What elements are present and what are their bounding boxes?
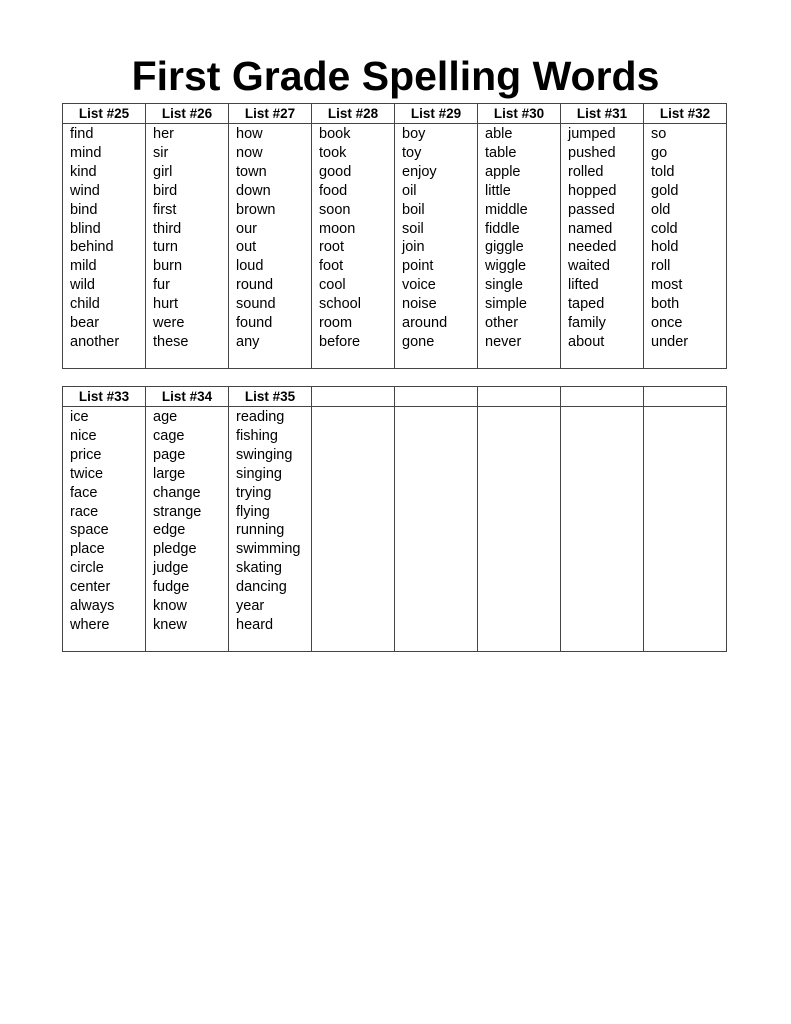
spelling-word: wind [70,182,100,199]
spelling-word: before [319,333,361,350]
spelling-word: loud [236,258,264,275]
list-header [561,387,644,407]
spelling-word: swinging [236,446,293,463]
spelling-word: reading [236,409,285,425]
list-column [395,124,478,369]
spelling-word: always [70,598,115,615]
spelling-word: edge [153,522,186,539]
spelling-word: third [153,220,182,237]
spelling-word: year [236,598,265,615]
spelling-word: swimming [236,541,301,558]
spelling-word: table [485,144,517,161]
spelling-word: race [70,503,99,520]
spelling-word: simple [485,296,527,313]
list-column [229,407,312,652]
list-header: List #31 [561,104,644,124]
spelling-word: cage [153,427,185,444]
spelling-word: hurt [153,296,178,313]
list-column [395,407,478,652]
spelling-word: pledge [153,541,197,558]
spelling-word: these [153,333,189,350]
spelling-word: flying [236,503,270,520]
spelling-word: root [319,239,344,256]
list-column [312,124,395,369]
spelling-word: fudge [153,579,190,596]
spelling-word: point [402,258,434,275]
spelling-word: named [568,220,613,237]
spelling-word: hold [651,239,679,256]
spelling-word: so [651,126,667,142]
spelling-word: strange [153,503,202,520]
spelling-table-2 [62,386,727,652]
list-header: List #30 [478,104,561,124]
spelling-word: fiddle [485,220,520,237]
list-header [395,387,478,407]
spelling-word: apple [485,163,521,180]
spelling-word: old [651,201,671,218]
list-column [146,124,229,369]
spelling-word: girl [153,163,173,180]
spelling-word: child [70,296,100,313]
list-header: List #25 [63,104,146,124]
spelling-word: ice [70,409,89,425]
spelling-word: found [236,315,273,332]
spelling-word: passed [568,201,615,218]
spelling-word: about [568,333,605,350]
spelling-word: cool [319,277,346,294]
spelling-word: needed [568,239,617,256]
list-header [478,387,561,407]
list-column [644,124,727,369]
spelling-word: page [153,446,186,463]
list-header [312,387,395,407]
spelling-word: took [319,144,347,161]
spelling-word: judge [153,560,189,577]
spelling-word: where [70,616,110,633]
spelling-word: foot [319,258,344,275]
spelling-word: bind [70,201,98,218]
list-header: List #28 [312,104,395,124]
spelling-word: lifted [568,277,599,294]
spelling-word: wild [70,277,95,294]
spelling-word: space [70,522,109,539]
spelling-table-1 [62,103,727,369]
spelling-word: giggle [485,239,524,256]
spelling-word: face [70,484,98,501]
spelling-word: turn [153,239,178,256]
spelling-word: first [153,201,177,218]
spelling-word: change [153,484,201,501]
spelling-word: enjoy [402,163,437,180]
spelling-word: another [70,333,120,350]
list-column [146,407,229,652]
list-header: List #27 [229,104,312,124]
spelling-word: room [319,315,353,332]
list-column [478,124,561,369]
spelling-word: trying [236,484,272,501]
spelling-word: jumped [568,126,616,142]
spelling-word: kind [70,163,97,180]
list-column [312,407,395,652]
list-header: List #26 [146,104,229,124]
spelling-word: heard [236,616,274,633]
spelling-word: our [236,220,257,237]
spelling-word: round [236,277,274,294]
spelling-word: circle [70,560,104,577]
spelling-word: toy [402,144,422,161]
list-header: List #32 [644,104,727,124]
list-column [478,407,561,652]
spelling-word: know [153,598,187,615]
spelling-word: soil [402,220,424,237]
spelling-word: other [485,315,519,332]
spelling-word: single [485,277,523,294]
spelling-word: were [153,315,185,332]
list-column [644,407,727,652]
spelling-word: boil [402,201,425,218]
spelling-word: told [651,163,675,180]
spelling-word: hopped [568,182,617,199]
spelling-word: gone [402,333,435,350]
spelling-word: mind [70,144,102,161]
list-header: List #34 [146,387,229,407]
spelling-word: fur [153,277,170,294]
spelling-word: any [236,333,260,350]
spelling-word: large [153,465,186,482]
list-header: List #29 [395,104,478,124]
page-title: First Grade Spelling Words [131,53,660,99]
spelling-word: little [485,182,511,199]
spelling-word: age [153,409,178,425]
spelling-word: her [153,126,174,142]
spelling-word: down [236,182,271,199]
spelling-word: sir [153,144,169,161]
spelling-word: middle [485,201,528,218]
spelling-word: both [651,296,680,313]
spelling-word: oil [402,182,417,199]
spelling-word: singing [236,465,282,482]
spelling-word: dancing [236,579,287,596]
spelling-word: mild [70,258,97,275]
spelling-word: join [402,239,425,256]
spelling-word: burn [153,258,183,275]
spelling-word: twice [70,465,104,482]
spelling-word: once [651,315,683,332]
list-column [229,124,312,369]
spelling-word: good [319,163,352,180]
spelling-word: brown [236,201,276,218]
list-header: List #35 [229,387,312,407]
spelling-word: boy [402,126,426,142]
spelling-word: go [651,144,668,161]
list-header: List #33 [63,387,146,407]
spelling-word: roll [651,258,671,275]
list-column [63,407,146,652]
spelling-word: cold [651,220,678,237]
spelling-word: voice [402,277,436,294]
spelling-word: town [236,163,267,180]
spelling-word: noise [402,296,437,313]
spelling-word: moon [319,220,356,237]
spelling-word: food [319,182,348,199]
spelling-word: rolled [568,163,604,180]
spelling-word: gold [651,182,679,199]
spelling-word: out [236,239,257,256]
spelling-word: taped [568,296,605,313]
spelling-word: pushed [568,144,616,161]
spelling-word: waited [568,258,610,275]
spelling-word: running [236,522,285,539]
list-column [561,124,644,369]
spelling-word: place [70,541,105,558]
spelling-word: fishing [236,427,278,444]
spelling-word: blind [70,220,101,237]
list-column [561,407,644,652]
spelling-word: now [236,144,263,161]
spelling-word: around [402,315,448,332]
spelling-word: book [319,126,351,142]
spelling-word: skating [236,560,282,577]
spelling-word: find [70,126,94,142]
spelling-word: sound [236,296,276,313]
spelling-word: family [568,315,606,332]
spelling-word: never [485,333,522,350]
spelling-word: behind [70,239,114,256]
spelling-word: nice [70,427,97,444]
spelling-word: able [485,126,513,142]
spelling-word: center [70,579,111,596]
spelling-word: bird [153,182,178,199]
spelling-word: soon [319,201,351,218]
spelling-word: wiggle [485,258,527,275]
spelling-word: under [651,333,689,350]
spelling-word: most [651,277,683,294]
spelling-word: how [236,126,263,142]
list-header [644,387,727,407]
list-column [63,124,146,369]
spelling-word: price [70,446,102,463]
spelling-word: knew [153,616,187,633]
spelling-word: school [319,296,361,313]
spelling-word: bear [70,315,100,332]
